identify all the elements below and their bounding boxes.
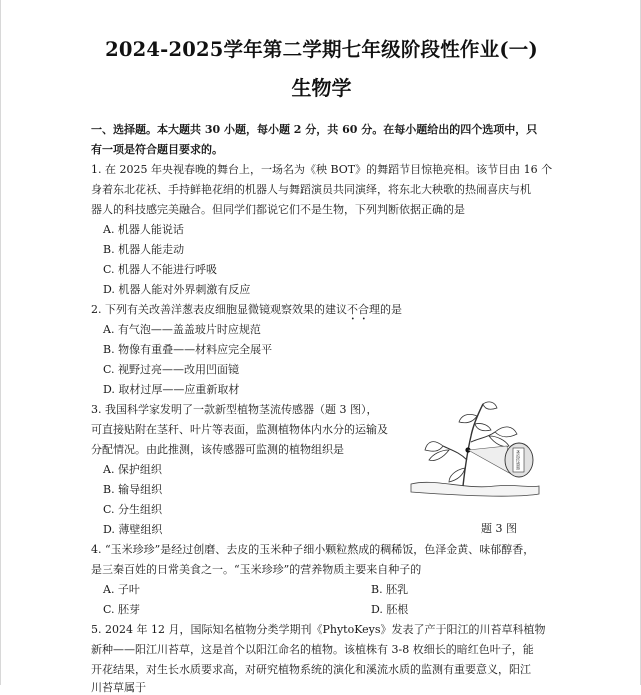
- q2-stem: [91, 302, 402, 323]
- q5-stem-line-2: 新种——阳江川苔草，这是首个以阳江命名的植物。该植株有 3-8 枚细长的暗红色叶子，能: [91, 643, 534, 656]
- leaf-7: [475, 423, 491, 430]
- q3-option-b: B. 输导组织: [103, 483, 163, 496]
- leaf-1: [425, 442, 443, 452]
- q4-option-a: A. 子叶: [103, 583, 140, 596]
- q1-stem-line-2: 身着东北花袄、手持鲜艳花绢的机器人与舞蹈演员共同演绎，将东北大秧歌的热闹喜庆与机: [91, 183, 531, 196]
- q3-option-a: A. 保护组织: [103, 463, 162, 476]
- subject-title: 生物学: [291, 76, 352, 100]
- q1-stem-line-1: 1. 在 2025 年央视春晚的舞台上，一场名为《秧 BOT》的舞蹈节目惊艳亮相。该节目由 16 个: [91, 163, 553, 176]
- q1-option-a: A. 机器人能说话: [103, 223, 184, 236]
- q1-option-b: B. 机器人能走动: [103, 243, 185, 256]
- q4-stem-line-2: 是三秦百姓的日常美食之一。“玉米珍珍”的营养物质主要来自种子的: [91, 563, 422, 576]
- q4-option-d: D. 胚根: [371, 603, 409, 616]
- plant-sensor-figure: [405, 398, 541, 504]
- q3-stem-line-3: 分配情况。由此推测，该传感器可监测的植物组织是: [91, 443, 344, 456]
- q5-stem-line-1: 5. 2024 年 12 月，国际知名植物分类学期刊《PhytoKeys》发表了产于阳江的川苔草科植物: [91, 623, 546, 636]
- leaf-8: [449, 468, 465, 482]
- leaf-4: [489, 436, 509, 447]
- q1-option-c: C. 机器人不能进行呼吸: [103, 263, 218, 276]
- q2-option-d: D. 取材过厚——应重新取材: [103, 383, 240, 396]
- leaf-3: [495, 427, 517, 437]
- figure-caption: 题 3 图: [481, 522, 517, 535]
- q1-option-d: D. 机器人能对外界刺激有反应: [103, 283, 251, 296]
- q3-stem-line-1: 3. 我国科学家发明了一款新型植物茎流传感器（题 3 图），: [91, 403, 378, 416]
- q4-option-c: C. 胚芽: [103, 603, 141, 616]
- q2-option-a: A. 有气泡——盖盖玻片时应规范: [103, 323, 261, 336]
- section-heading-line-1: 一、选择题。本大题共 30 小题，每小题 2 分，共 60 分。在每小题给出的四个选项中，只: [91, 123, 538, 136]
- q4-option-b: B. 胚乳: [371, 583, 409, 596]
- q2-option-c: C. 视野过亮——改用凹面镜: [103, 363, 240, 376]
- leaf-6: [459, 414, 477, 422]
- q4-stem-line-1: 4. “玉米珍珍”是经过创磨、去皮的玉米种子细小颗粒熬成的稠稀饭，色泽金黄、味郁醇香，: [91, 543, 535, 556]
- leaf-5: [483, 402, 497, 409]
- q2-option-b: B. 物像有重叠——材料应完全展平: [103, 343, 273, 356]
- q3-option-d: D. 薄壁组织: [103, 523, 163, 536]
- q1-stem-line-3: 器人的科技感完美融合。但同学们都说它们不是生物，下列判断依据正确的是: [91, 203, 465, 216]
- q3-option-c: C. 分生组织: [103, 503, 163, 516]
- q2-stem-emphasis: 不合: [347, 303, 369, 316]
- callout-beam: [468, 446, 511, 474]
- q5-stem-line-4: 川苔草属于: [91, 681, 146, 694]
- page-title: 2024-2025学年第二学期七年级阶段性作业(一): [105, 38, 538, 61]
- section-heading-line-2: 有一项是符合题目要求的。: [91, 143, 223, 156]
- q3-stem-line-2: 可直接贴附在茎秆、叶片等表面，监测植物体内水分的运输及: [91, 423, 388, 436]
- soil-outline: [411, 482, 539, 496]
- sensor-label: 茎流传感器: [516, 450, 521, 470]
- q2-stem-part-2: 理的是: [369, 303, 402, 316]
- leaf-2: [429, 450, 449, 461]
- q2-stem-part-1: 2. 下列有关改善洋葱表皮细胞显微镜观察效果的建议: [91, 303, 347, 316]
- q5-stem-line-3: 开花结果，对生长水质要求高，对研究植物系统的演化和溪流水质的监测有重要意义，阳江: [91, 663, 531, 676]
